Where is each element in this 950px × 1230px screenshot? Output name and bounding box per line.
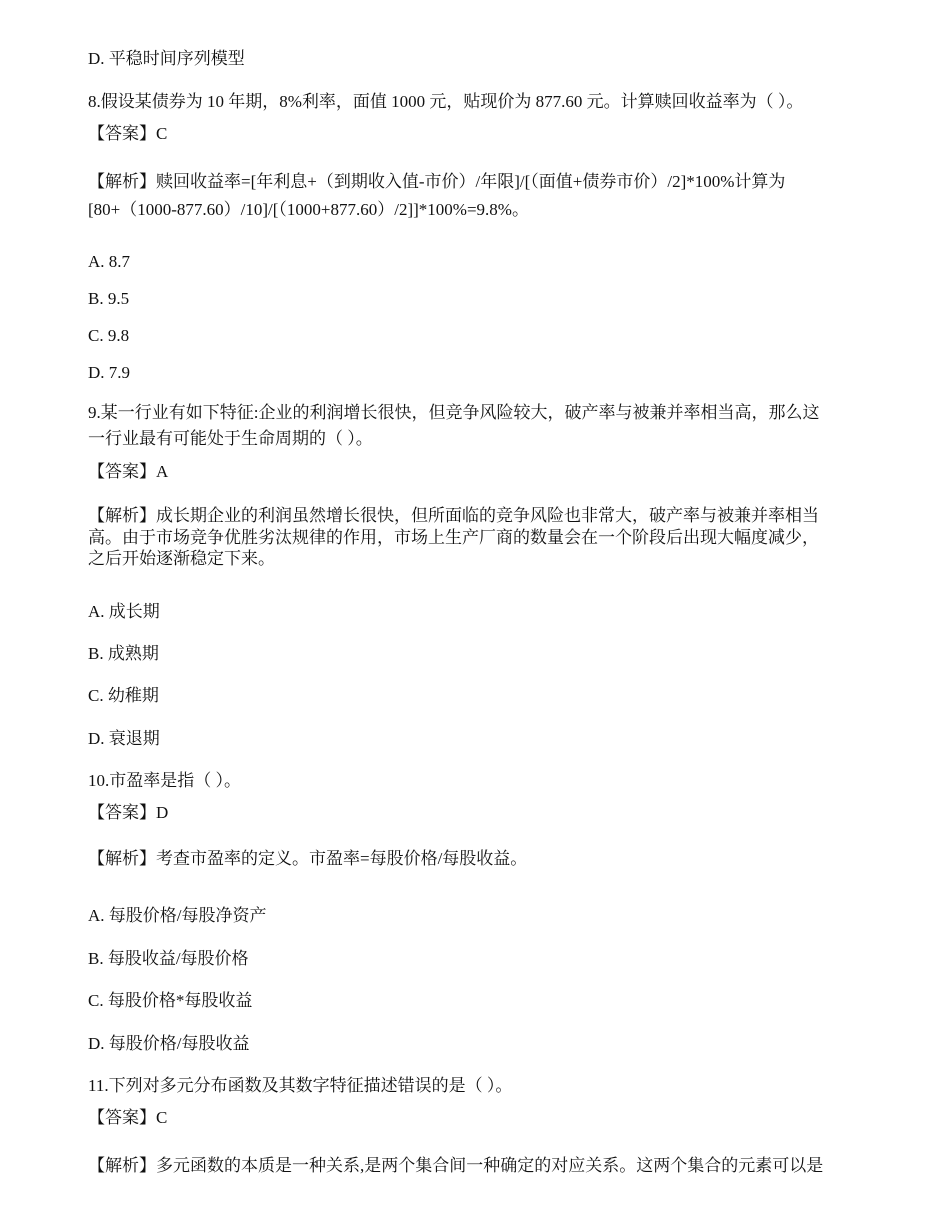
q8-option-c: C. 9.8 bbox=[88, 326, 130, 345]
q8-analysis-line-1: 【解析】赎回收益率=[年利息+（到期收入值-市价）/年限]/[（面值+债券市价）/2]*100%计算为 bbox=[88, 172, 786, 191]
q10-answer: 【答案】D bbox=[88, 803, 169, 822]
q9-analysis-line-1: 【解析】成长期企业的利润虽然增长很快，但所面临的竞争风险也非常大，破产率与被兼并率相当 bbox=[88, 506, 819, 525]
q9-analysis-line-3: 之后开始逐渐稳定下来。 bbox=[88, 549, 275, 568]
q8-option-d: D. 7.9 bbox=[88, 363, 131, 382]
q9-option-c: C. 幼稚期 bbox=[88, 686, 159, 705]
q10-option-d: D. 每股价格/每股收益 bbox=[88, 1034, 250, 1053]
q11-analysis-line-1: 【解析】多元函数的本质是一种关系,是两个集合间一种确定的对应关系。这两个集合的元素可以是 bbox=[88, 1156, 824, 1175]
q8-option-b: B. 9.5 bbox=[88, 289, 130, 308]
q8-answer: 【答案】C bbox=[88, 124, 168, 143]
q10-question: 10.市盈率是指（ ）。 bbox=[88, 771, 241, 790]
q9-question-line-1: 9.某一行业有如下特征:企业的利润增长很快，但竞争风险较大，破产率与被兼并率相当高，那么这 bbox=[88, 403, 820, 422]
q8-analysis-line-2: [80+（1000-877.60）/10]/[（1000+877.60）/2]]*100%=9.8%。 bbox=[88, 200, 529, 219]
q9-question-line-2: 一行业最有可能处于生命周期的（ ）。 bbox=[88, 429, 373, 448]
q10-option-c: C. 每股价格*每股收益 bbox=[88, 991, 253, 1010]
q8-question: 8.假设某债券为 10 年期，8%利率，面值 1000 元，贴现价为 877.60 元。计算赎回收益率为（ ）。 bbox=[88, 92, 804, 111]
q10-option-a: A. 每股价格/每股净资产 bbox=[88, 906, 267, 925]
q10-option-b: B. 每股收益/每股价格 bbox=[88, 949, 249, 968]
q9-option-b: B. 成熟期 bbox=[88, 644, 159, 663]
q11-answer: 【答案】C bbox=[88, 1108, 168, 1127]
q9-answer: 【答案】A bbox=[88, 462, 169, 481]
q9-analysis-line-2: 高。由于市场竞争优胜劣汰规律的作用，市场上生产厂商的数量会在一个阶段后出现大幅度减少， bbox=[88, 528, 819, 547]
q10-analysis: 【解析】考查市盈率的定义。市盈率=每股价格/每股收益。 bbox=[88, 849, 528, 868]
q9-option-d: D. 衰退期 bbox=[88, 729, 160, 748]
q9-option-a: A. 成长期 bbox=[88, 602, 160, 621]
q7-option-d: D. 平稳时间序列模型 bbox=[88, 49, 245, 68]
q11-question: 11.下列对多元分布函数及其数字特征描述错误的是（ ）。 bbox=[88, 1076, 513, 1095]
q8-option-a: A. 8.7 bbox=[88, 252, 131, 271]
